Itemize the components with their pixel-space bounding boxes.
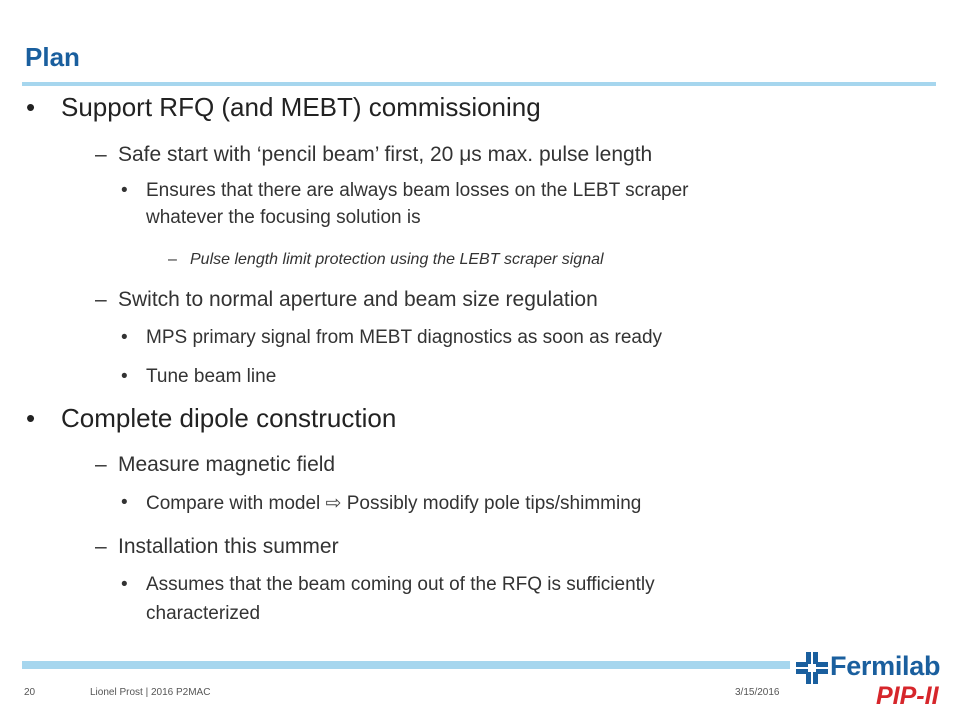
bullet-text: Safe start with ‘pencil beam’ first, 20 μs max. pulse length — [118, 143, 653, 166]
logo-wordmark: Fermilab — [830, 651, 941, 681]
bullet-marker: – — [95, 535, 107, 558]
bullet-text: Installation this summer — [118, 535, 339, 558]
footer-bar — [22, 661, 790, 669]
bullet-text-continuation: whatever the focusing solution is — [146, 207, 421, 228]
bullet-marker: – — [168, 251, 177, 268]
bullet-marker: – — [95, 288, 107, 311]
bullet-text: Complete dipole construction — [61, 403, 397, 433]
title-divider — [22, 82, 936, 86]
right-arrow-icon: ⇨ — [325, 493, 342, 514]
bullet-marker: • — [121, 327, 128, 348]
fermilab-logo — [796, 648, 946, 718]
bullet-text: Tune beam line — [146, 366, 277, 387]
bullet-text: Measure magnetic field — [118, 453, 336, 476]
slide-title: Plan — [25, 42, 80, 72]
bullet-text-part: Possibly modify pole tips/shimming — [341, 493, 642, 514]
bullet-marker: – — [95, 453, 107, 476]
bullet-marker: • — [121, 492, 128, 513]
footer-author: Lionel Prost | 2016 P2MAC — [90, 687, 211, 698]
bullet-text-part: Compare with model — [146, 493, 326, 514]
footer-date: 3/15/2016 — [735, 687, 780, 698]
bullet-text-continuation: characterized — [146, 603, 261, 624]
bullet-marker: • — [26, 92, 36, 122]
bullet-text: Switch to normal aperture and beam size regulation — [118, 288, 598, 311]
bullet-text: Pulse length limit protection using the LEBT scraper signal — [190, 251, 604, 268]
bullet-marker: • — [26, 403, 36, 433]
page-number: 20 — [24, 687, 36, 698]
bullet-marker: • — [121, 366, 128, 387]
bullet-text: Assumes that the beam coming out of the RFQ is sufficiently — [146, 574, 655, 595]
bullet-text: Ensures that there are always beam losses on the LEBT scraper — [146, 180, 689, 201]
bullet-marker: – — [95, 143, 107, 166]
bullet-text — [146, 492, 641, 515]
bullet-text: MPS primary signal from MEBT diagnostics as soon as ready — [146, 327, 663, 348]
fermilab-logo-icon — [796, 652, 828, 684]
logo-pip-ii: PIP-II — [876, 682, 939, 710]
bullet-marker: • — [121, 180, 128, 201]
bullet-marker: • — [121, 574, 128, 595]
bullet-text: Support RFQ (and MEBT) commissioning — [61, 92, 541, 122]
